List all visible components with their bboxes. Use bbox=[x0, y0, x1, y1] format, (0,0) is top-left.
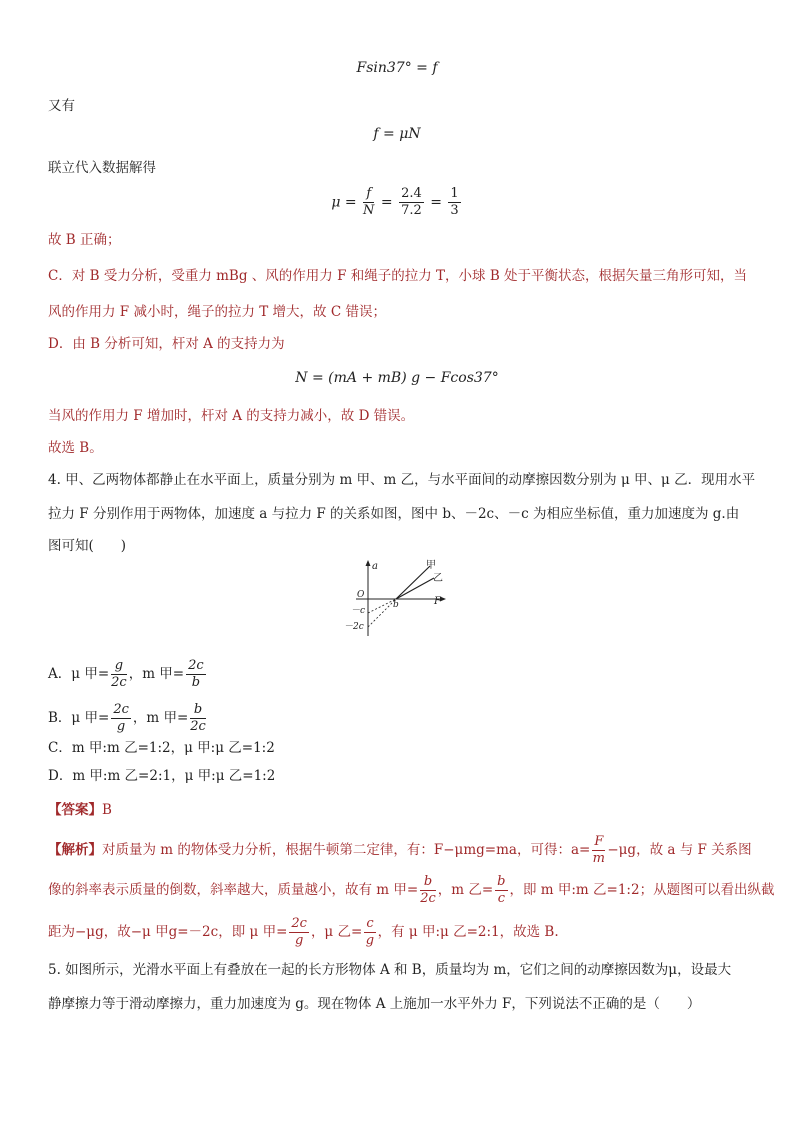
text-c-line-2: 风的作用力 F 减小时，绳子的拉力 T 增大，故 C 错误； bbox=[48, 304, 386, 320]
option-b-prefix: B．μ 甲= bbox=[48, 710, 110, 726]
eq3-equals-1: = bbox=[380, 194, 393, 211]
option-b-frac-1 bbox=[111, 702, 131, 735]
q4-line-3: 图可知( ) bbox=[48, 538, 127, 554]
q5-line-1: 5. 如图所示，光滑水平面上有叠放在一起的长方形物体 A 和 B，质量均为 m，它们之间的动摩擦因数为μ，设最大 bbox=[48, 962, 732, 978]
option-b-frac-2-num: b bbox=[190, 702, 206, 719]
answer-line bbox=[48, 800, 746, 820]
text-lianli: 联立代入数据解得 bbox=[48, 160, 156, 176]
q5-line-2: 静摩擦力等于滑动摩擦力，重力加速度为 g。现在物体 A 上施加一水平外力 F，下列说法不正确的是（ ） bbox=[48, 996, 701, 1012]
label-yi: 乙 bbox=[433, 573, 443, 584]
eq3-frac-3-num: 1 bbox=[450, 186, 459, 201]
eq3-frac-3 bbox=[448, 186, 460, 219]
analysis-2c: ，即 m 甲:m 乙=1:2；从题图可以看出纵截 bbox=[509, 882, 775, 898]
analysis-1b: −μg，故 a 与 F 关系图 bbox=[607, 842, 752, 858]
option-a-mid: ，m 甲= bbox=[128, 666, 185, 682]
option-b-frac-2-den: 2c bbox=[190, 719, 206, 734]
analysis-3-frac-2-num: c bbox=[366, 916, 374, 931]
eq3-frac-1-num: f bbox=[363, 186, 374, 203]
dashed-yi bbox=[368, 599, 396, 613]
option-a-frac-2-num: 2c bbox=[188, 658, 204, 673]
analysis-1-frac-den: m bbox=[592, 851, 605, 866]
label-O: O bbox=[357, 590, 365, 600]
analysis-3-frac-1-den: g bbox=[294, 933, 304, 948]
label-a: a bbox=[372, 561, 378, 572]
label-neg-2c: －2c bbox=[344, 622, 364, 632]
dashed-jia bbox=[368, 599, 396, 627]
q4-line-1: 4. 甲、乙两物体都静止在水平面上，质量分别为 m 甲、m 乙，与水平面间的动摩擦因数分别为 μ 甲、μ 乙．现用水平 bbox=[48, 472, 756, 488]
analysis-line-3 bbox=[48, 916, 746, 949]
text-d-line-1: D．由 B 分析可知，杆对 A 的支持力为 bbox=[48, 336, 285, 352]
analysis-1-frac bbox=[592, 834, 605, 867]
analysis-2-frac-1 bbox=[420, 874, 436, 907]
text-d-line-2: 当风的作用力 F 增加时，杆对 A 的支持力减小，故 D 错误。 bbox=[48, 408, 415, 424]
text-c-line-1: C．对 B 受力分析，受重力 mBg 、风的作用力 F 和绳子的拉力 T，小球 B 处于平衡状态，根据矢量三角形可知，当 bbox=[48, 268, 748, 284]
option-a-frac-1-num: g bbox=[111, 658, 127, 675]
eq3-frac-1-den: N bbox=[363, 203, 375, 218]
text-choose-b: 故选 B。 bbox=[48, 440, 103, 456]
option-a-prefix: A．μ 甲= bbox=[48, 666, 110, 682]
answer-tag: 【答案】 bbox=[48, 802, 102, 818]
option-a-frac-2-den: b bbox=[191, 675, 201, 690]
analysis-tag: 【解析】 bbox=[48, 842, 102, 858]
eq3-frac-2-den: 7.2 bbox=[401, 203, 422, 218]
analysis-3-frac-1 bbox=[289, 916, 309, 949]
analysis-line-1 bbox=[48, 834, 752, 867]
eq3-left: μ = bbox=[331, 194, 357, 211]
analysis-3-frac-1-num: 2c bbox=[291, 916, 307, 931]
analysis-2-frac-2-num: b bbox=[497, 874, 506, 889]
option-a-frac-1 bbox=[111, 658, 127, 691]
answer-value: B bbox=[102, 802, 112, 818]
equation-3 bbox=[0, 186, 794, 219]
option-b-frac-2 bbox=[190, 702, 206, 735]
equation-4: N = (mA + mB) g − Fcos37° bbox=[295, 370, 499, 386]
analysis-3b: ，μ 乙= bbox=[310, 924, 363, 940]
analysis-1-frac-num: F bbox=[594, 834, 604, 849]
analysis-line-2 bbox=[48, 874, 775, 907]
analysis-2-frac-1-num: b bbox=[420, 874, 436, 891]
option-d: D．m 甲:m 乙=2:1，μ 甲:μ 乙=1:2 bbox=[48, 768, 276, 784]
eq3-frac-1 bbox=[363, 186, 374, 219]
analysis-2-frac-2-den: c bbox=[497, 891, 505, 906]
a-f-graph bbox=[338, 558, 458, 638]
eq3-frac-2-num: 2.4 bbox=[401, 186, 422, 201]
label-b: b bbox=[393, 600, 399, 610]
label-neg-c: －c bbox=[351, 606, 366, 616]
label-F: F bbox=[434, 596, 441, 607]
analysis-1a: 对质量为 m 的物体受力分析，根据牛顿第二定律，有：F−μmg=ma，可得：a= bbox=[102, 842, 591, 858]
option-b-frac-1-den: g bbox=[116, 719, 126, 734]
analysis-2-frac-1-den: 2c bbox=[420, 891, 436, 906]
option-a-frac-2 bbox=[186, 658, 206, 691]
text-youyou: 又有 bbox=[48, 98, 75, 114]
analysis-2-frac-2 bbox=[495, 874, 507, 907]
text-b-correct: 故 B 正确； bbox=[48, 232, 121, 248]
option-c: C．m 甲:m 乙=1:2，μ 甲:μ 乙=1:2 bbox=[48, 740, 275, 756]
analysis-3-frac-2 bbox=[364, 916, 375, 949]
equation-1: Fsin37° = f bbox=[356, 60, 438, 76]
eq3-frac-2 bbox=[399, 186, 424, 219]
eq3-frac-3-den: 3 bbox=[450, 203, 459, 218]
option-b bbox=[48, 702, 746, 735]
q4-line-2: 拉力 F 分别作用于两物体，加速度 a 与拉力 F 的关系如图，图中 b、－2c、－c 为相应坐标值，重力加速度为 g.由 bbox=[48, 506, 740, 522]
analysis-3a: 距为−μg，故−μ 甲g=－2c，即 μ 甲= bbox=[48, 924, 288, 940]
analysis-2b: ，m 乙= bbox=[437, 882, 494, 898]
option-a-frac-1-den: 2c bbox=[111, 675, 127, 690]
option-b-frac-1-num: 2c bbox=[113, 702, 129, 717]
label-jia: 甲 bbox=[426, 560, 436, 571]
equation-2: f = μN bbox=[373, 126, 421, 142]
eq3-equals-2: = bbox=[430, 194, 442, 211]
analysis-2a: 像的斜率表示质量的倒数，斜率越大，质量越小，故有 m 甲= bbox=[48, 882, 419, 898]
option-a bbox=[48, 658, 746, 691]
analysis-3-frac-2-den: g bbox=[365, 933, 375, 948]
a-axis-arrow bbox=[366, 560, 371, 566]
option-b-mid: ，m 甲= bbox=[132, 710, 189, 726]
analysis-3c: ，有 μ 甲:μ 乙=2:1，故选 B. bbox=[377, 924, 559, 940]
